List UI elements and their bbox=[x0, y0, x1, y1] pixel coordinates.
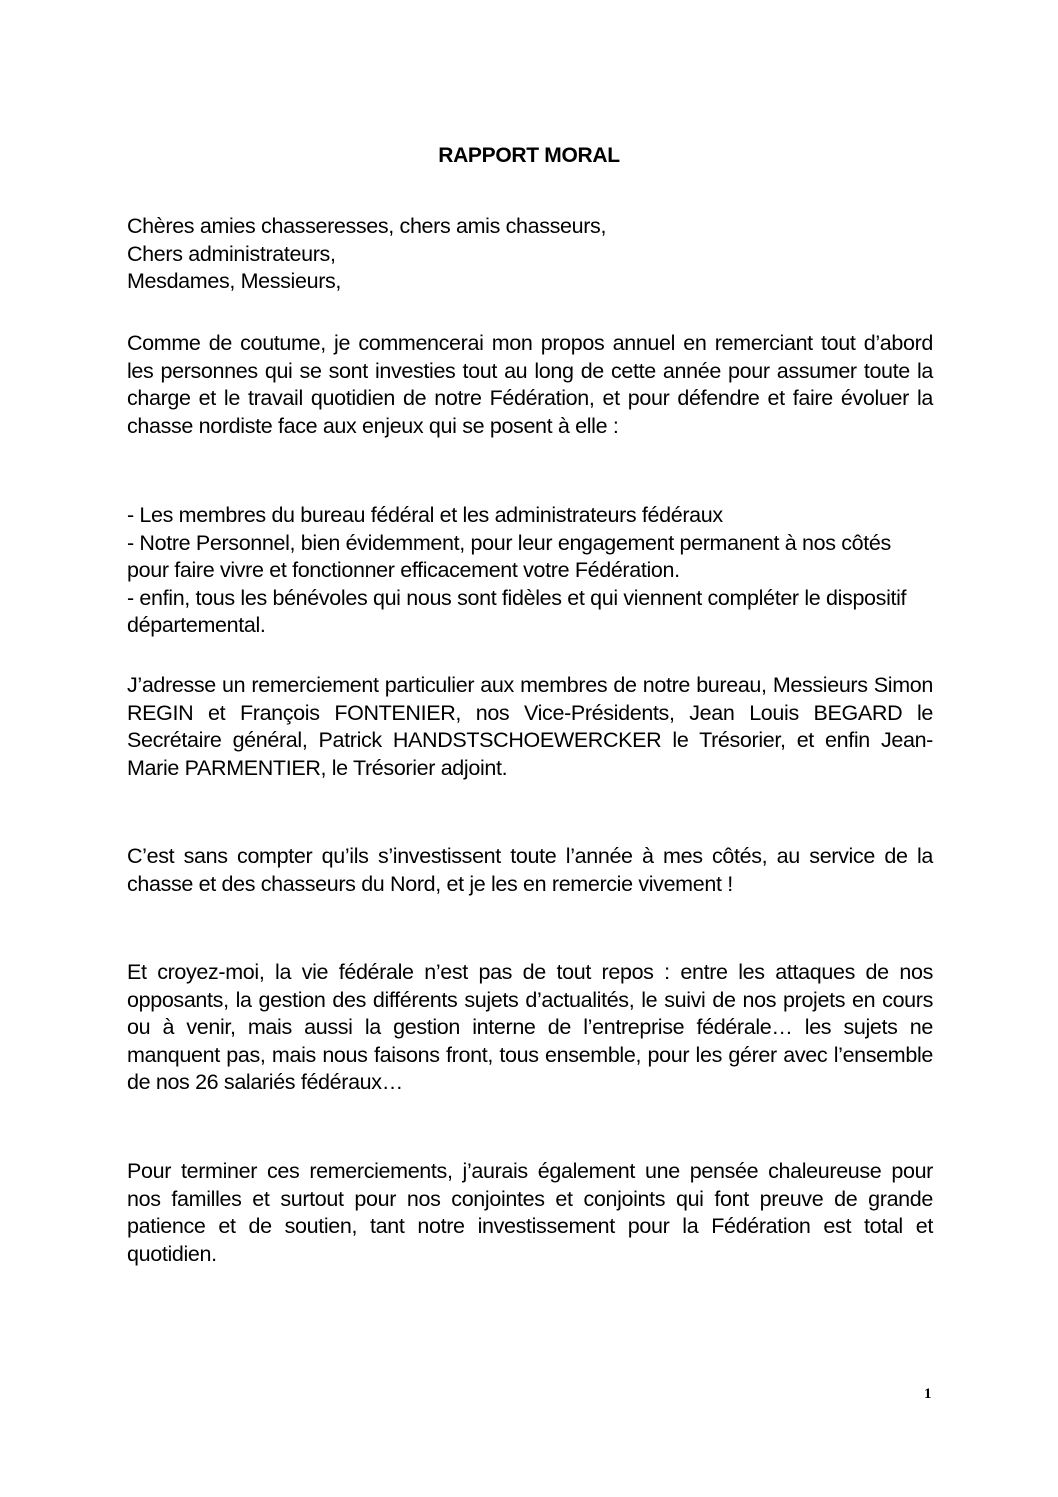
federal-life-paragraph-block bbox=[127, 959, 933, 1097]
list-item: - Notre Personnel, bien évidemment, pour leur engagement permanent à nos côtés pour faire vivre et fonctionner efficacement votre Fédération. bbox=[127, 530, 891, 582]
page-title: RAPPORT MORAL bbox=[438, 144, 620, 168]
page-number: 1 bbox=[924, 1386, 932, 1402]
closing-paragraph-block bbox=[127, 1158, 933, 1268]
closing-paragraph: Pour terminer ces remerciements, j’aurais également une pensée chaleureuse pour nos familles et surtout pour nos conjointes et conjoints qui font preuve de grande patience et de soutien, tant notre investissement pour la Fédération est total et quotidien. bbox=[127, 1159, 933, 1266]
greeting-line: Chères amies chasseresses, chers amis chasseurs, bbox=[127, 214, 607, 238]
thanks-list bbox=[127, 502, 933, 640]
intro-paragraph-block bbox=[127, 330, 933, 440]
greeting-line: Mesdames, Messieurs, bbox=[127, 269, 342, 293]
investment-paragraph-block bbox=[127, 843, 933, 898]
list-item: - Les membres du bureau fédéral et les administrateurs fédéraux bbox=[127, 503, 723, 527]
greeting-line: Chers administrateurs, bbox=[127, 241, 336, 266]
investment-paragraph: C’est sans compter qu’ils s’investissent toute l’année à mes côtés, au service de la chasse et des chasseurs du Nord, et je les en remercie vivement ! bbox=[127, 844, 933, 896]
greeting bbox=[127, 213, 933, 296]
intro-paragraph: Comme de coutume, je commencerai mon propos annuel en remerciant tout d’abord les personnes qui se sont investies tout au long de cette année pour assumer toute la charge et le travail quotidien de notre Fédération, et pour défendre et faire évoluer la chasse nordiste face aux enjeux qui se posent à elle : bbox=[127, 331, 933, 438]
list-item: - enfin, tous les bénévoles qui nous sont fidèles et qui viennent compléter le dispositif départemental. bbox=[127, 585, 907, 637]
bureau-paragraph-block bbox=[127, 672, 933, 782]
federal-life-paragraph: Et croyez-moi, la vie fédérale n’est pas de tout repos : entre les attaques de nos opposants, la gestion des différents sujets d’actualités, le suivi de nos projets en cours ou à venir, mais aussi la gestion interne de l’entreprise fédérale… les sujets ne manquent pas, mais nous faisons front, tous ensemble, pour les gérer avec l’ensemble de nos 26 salariés fédéraux… bbox=[127, 960, 933, 1094]
bureau-paragraph: J’adresse un remerciement particulier aux membres de notre bureau, Messieurs Simon REGIN et François FONTENIER, nos Vice-Présidents, Jean Louis BEGARD le Secrétaire général, Patrick HANDSTSCHOEWERCKER le Trésorier, et enfin Jean-Marie PARMENTIER, le Trésorier adjoint. bbox=[127, 673, 933, 780]
